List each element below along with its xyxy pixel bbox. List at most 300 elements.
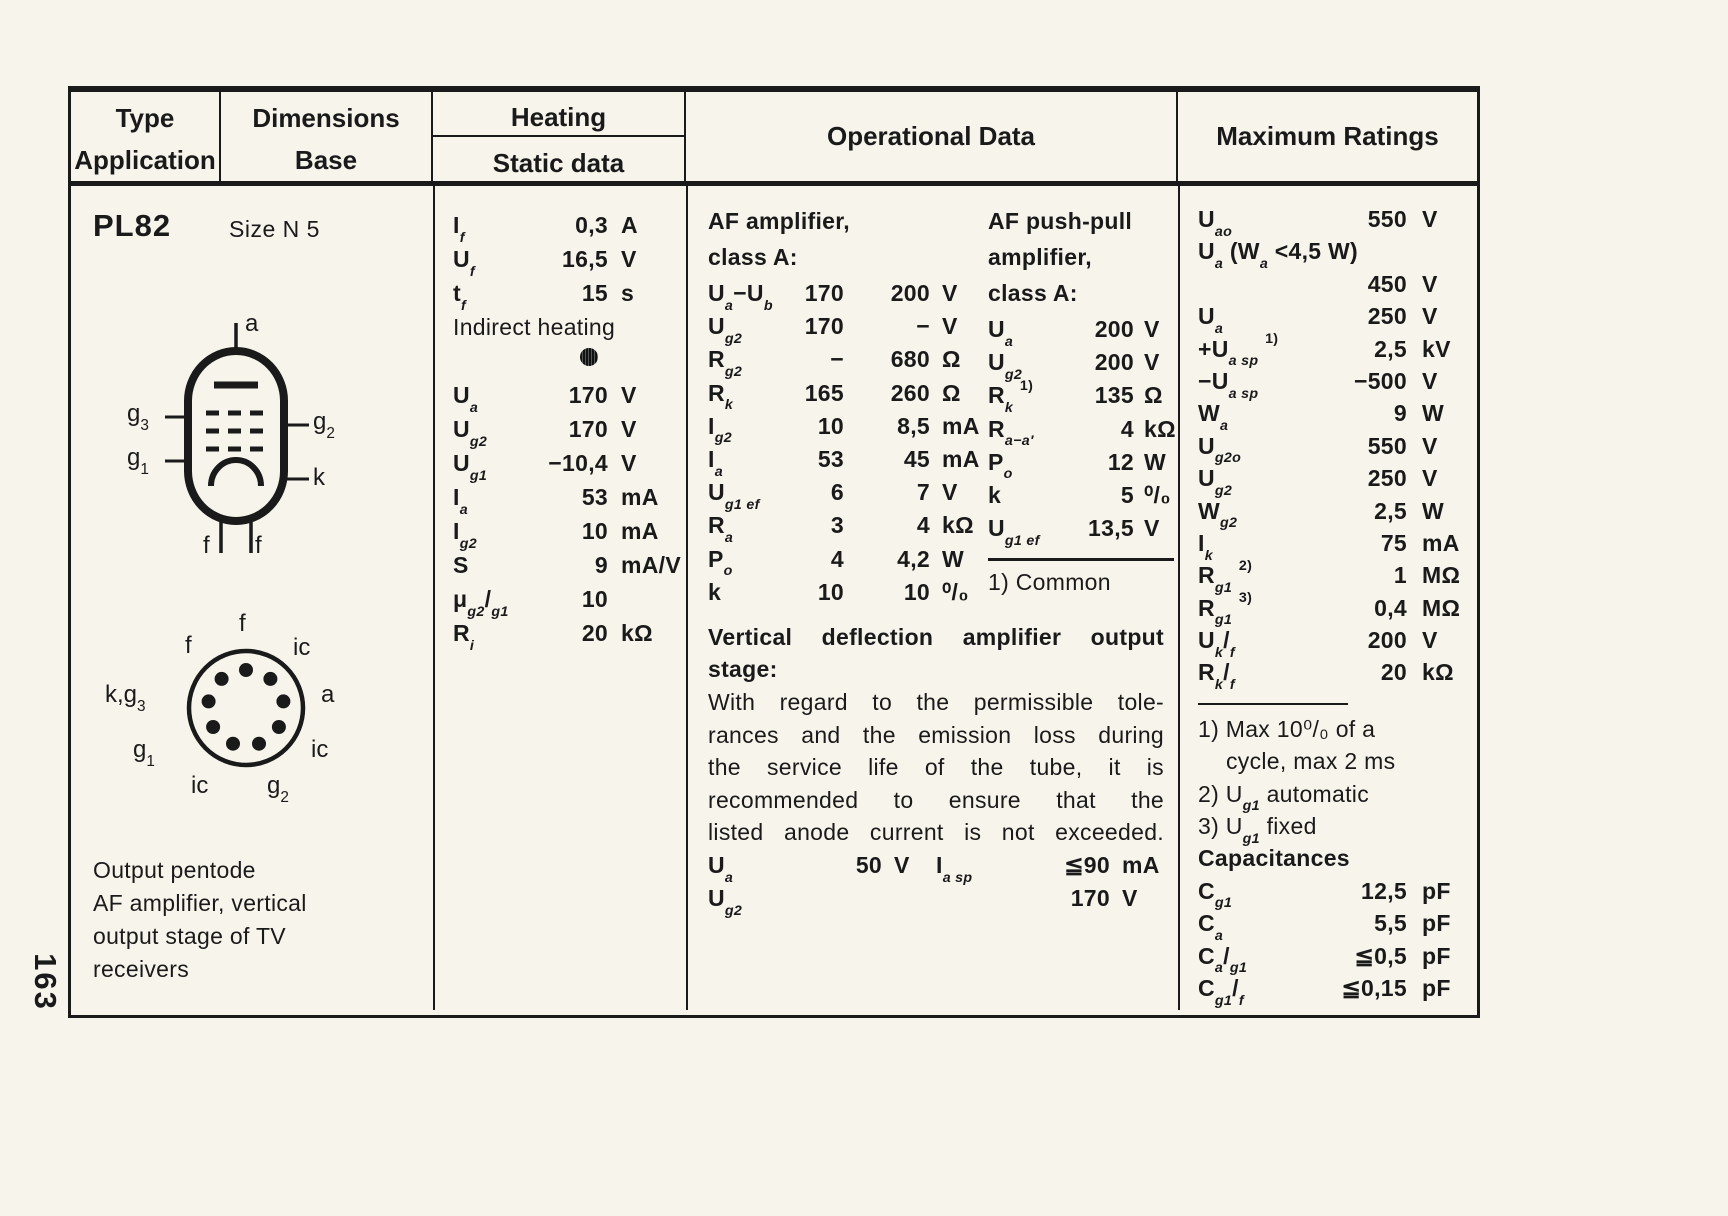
header-static-data-label: Static data (492, 148, 625, 178)
spec-unit: pF (1422, 910, 1451, 937)
spec-label (988, 415, 1076, 450)
spec-pair-cell (708, 852, 936, 886)
spec-unit: ⁰/₀ (942, 578, 969, 605)
spec-row (708, 754, 1164, 787)
spec-value: − (830, 346, 844, 373)
label-text: R (708, 346, 725, 373)
label-text: I (453, 484, 460, 510)
spec-value: 200 (1367, 627, 1407, 654)
spec-value-2: 8,5 (897, 412, 930, 439)
spec-value-2: 7 (916, 479, 930, 506)
spec-label (988, 515, 1076, 549)
label-subscript: g1 (1214, 895, 1233, 912)
spec-row (453, 620, 670, 654)
label-text: R (988, 415, 1005, 442)
spec-value-2: 260 (890, 379, 930, 406)
label-text: class A: (708, 244, 798, 270)
spec-value: 200 (1094, 349, 1134, 376)
label-text: C (1198, 942, 1215, 969)
spec-row (453, 348, 670, 382)
label-text: k (313, 464, 325, 491)
spec-row (1198, 813, 1463, 845)
spec-unit: Ω (1144, 382, 1163, 409)
spec-value: 20 (581, 620, 608, 646)
spec-row (1198, 330, 1463, 370)
label-text: U (453, 246, 470, 272)
text-line: the service life of the tube, it is (708, 754, 1164, 781)
label-subscript: g2 (724, 363, 743, 380)
spec-row (988, 280, 1174, 316)
spec-unit: Ω (942, 346, 961, 373)
spec-row (708, 313, 982, 346)
spec-unit: mA (942, 412, 980, 439)
application-description (93, 854, 307, 986)
label-text: R (1198, 562, 1215, 589)
label-text: a (321, 681, 335, 708)
spec-label (988, 377, 1076, 416)
label-text: U (1198, 303, 1215, 330)
header-dimensions-base (221, 92, 433, 181)
label-text: I (936, 852, 943, 879)
label-text: R (453, 620, 470, 646)
text-line: stage: (708, 656, 778, 683)
pin-dot-8 (272, 720, 286, 734)
label-superscript: 2) (1238, 557, 1253, 574)
label-subscript: b (763, 297, 773, 314)
label-subscript: g2 (459, 535, 477, 552)
base-pinout-diagram (129, 611, 359, 811)
spec-unit: V (1422, 303, 1438, 330)
label-text: U (708, 280, 725, 306)
spec-unit: V (942, 313, 958, 340)
spec-unit: kΩ (1144, 415, 1176, 442)
spec-label (1198, 400, 1321, 434)
label-subscript: f (460, 297, 467, 314)
label-subscript: k (1204, 547, 1213, 564)
label-superscript: 1) (1019, 377, 1034, 394)
spec-label (1198, 303, 1321, 337)
spec-row (453, 382, 670, 416)
spec-row (1198, 910, 1463, 942)
spec-value: 12 (1107, 448, 1134, 475)
label-text: 3) U (1198, 813, 1243, 840)
base-label-a (321, 681, 334, 709)
spec-unit: V (1422, 367, 1438, 394)
spec-label (988, 208, 1174, 235)
spec-row (708, 346, 982, 379)
spec-label (453, 620, 542, 654)
spec-value: 170 (568, 416, 608, 442)
label-text: U (1198, 465, 1215, 492)
header-operational-data-label: Operational Data (826, 121, 1036, 151)
label-text: U (453, 450, 470, 476)
spec-label (453, 382, 542, 416)
label-text: I (708, 412, 715, 439)
spec-row (1198, 433, 1463, 465)
header-dimensions-label: Dimensions (252, 103, 400, 133)
spec-label (708, 852, 820, 886)
pin-dot-1 (226, 737, 240, 751)
label-text (1232, 595, 1239, 621)
spec-row (1198, 748, 1463, 780)
spec-label (708, 208, 982, 235)
label-text: / (1223, 659, 1230, 686)
label-subscript: g2 (1004, 366, 1023, 383)
label-text: U (988, 515, 1005, 542)
spec-unit: mA (1122, 852, 1160, 879)
af-push-pull-section (988, 208, 1176, 596)
spec-unit: V (1144, 349, 1160, 376)
label-text: g (313, 408, 327, 435)
spec-unit: mA (942, 445, 980, 472)
spec-row (988, 316, 1174, 349)
label-text: W (1198, 497, 1221, 524)
spec-row (988, 377, 1174, 416)
spec-label (708, 479, 782, 513)
spec-row (1198, 238, 1463, 270)
spec-row (1198, 206, 1463, 238)
spec-label (1198, 465, 1321, 499)
spec-label (1198, 974, 1321, 1009)
spec-unit: pF (1422, 942, 1451, 969)
spec-label (988, 482, 1076, 509)
spec-unit: V (1422, 206, 1438, 232)
header-type-application (71, 92, 221, 181)
label-text: / (484, 586, 492, 612)
spec-unit: V (894, 852, 910, 879)
spec-unit: V (1422, 627, 1438, 654)
spec-row (1198, 659, 1463, 694)
base-label-ic2 (311, 736, 328, 764)
header-operational-data (686, 92, 1178, 181)
label-text: μ (453, 586, 468, 612)
text-line: Vertical deflection amplifier output (708, 623, 1164, 650)
spec-unit: s (621, 280, 635, 306)
header-application-label: Application (74, 145, 216, 175)
spec-label (1198, 367, 1321, 402)
spec-value-2: 10 (903, 578, 930, 605)
spec-unit: pF (1422, 974, 1451, 1001)
spec-unit: V (1144, 316, 1160, 342)
header-type-label: Type (115, 103, 175, 133)
spec-unit: V (621, 416, 637, 442)
spec-value: 5,5 (1374, 910, 1407, 937)
tube-label-g2 (313, 408, 335, 440)
label-subscript: i (469, 637, 475, 654)
spec-row (708, 546, 982, 579)
label-text: P (708, 545, 724, 572)
label-text: / (1232, 974, 1239, 1001)
base-label-g1 (133, 736, 155, 768)
label-subscript: f (469, 263, 475, 280)
spec-label (708, 280, 782, 314)
label-text: U (1198, 627, 1215, 654)
spec-unit: V (1422, 432, 1438, 459)
text-line: Indirect heating (453, 314, 616, 340)
spec-row (1198, 878, 1463, 910)
header-heating-label: Heating (433, 92, 684, 137)
spec-label (1198, 590, 1321, 629)
spec-label (1198, 716, 1463, 743)
spec-value-2: 200 (890, 280, 930, 306)
spec-row (708, 689, 1164, 722)
label-text: U (1198, 206, 1215, 232)
description-line: output stage of TV (93, 923, 286, 949)
label-subscript: g1 (1214, 612, 1233, 629)
spec-row (1198, 627, 1463, 659)
cathode-arc (211, 460, 261, 486)
spec-value: ≦0,5 (1354, 942, 1407, 969)
spec-label (1198, 557, 1321, 596)
label-text: R (1198, 659, 1215, 686)
spec-label (988, 280, 1174, 307)
label-subscript: a sp (1228, 353, 1259, 370)
label-text: U (708, 885, 725, 912)
spec-value: 550 (1367, 206, 1407, 232)
spec-value: 10 (581, 586, 608, 612)
spec-value: 450 (1367, 270, 1407, 297)
label-subscript: a (459, 501, 468, 518)
spec-label (453, 246, 542, 280)
spec-value-2: 680 (890, 346, 930, 373)
label-text: R (708, 512, 725, 539)
tube-envelope (188, 351, 284, 521)
label-subscript: g2 (714, 430, 732, 447)
label-text: U (708, 479, 725, 506)
pin-dot-3 (202, 694, 216, 708)
label-subscript: a (724, 529, 734, 546)
label-superscript: 3) (1238, 590, 1253, 607)
tube-label-g1 (127, 444, 149, 476)
spec-label (453, 586, 542, 620)
spec-value: 165 (804, 379, 844, 406)
label-subscript: a (1214, 320, 1224, 337)
label-text: cycle, max 2 ms (1226, 748, 1396, 775)
label-text: / (1223, 627, 1230, 654)
spec-value: 75 (1380, 529, 1407, 556)
spec-value: 50 (855, 852, 882, 879)
spec-label (708, 885, 1048, 919)
base-label-ic3 (191, 772, 208, 800)
label-text: f (203, 532, 210, 559)
spec-value: 53 (581, 484, 608, 510)
spec-row (708, 656, 1164, 689)
spec-row (453, 450, 670, 484)
label-subscript: g2 (469, 433, 488, 450)
spec-row (1198, 975, 1463, 1007)
label-subscript: ao (1214, 223, 1233, 240)
spec-label (1198, 659, 1321, 694)
description-line: AF amplifier, vertical (93, 890, 307, 916)
spec-row (708, 446, 982, 479)
spec-row (453, 484, 670, 518)
spec-row (708, 722, 1164, 755)
spec-row (988, 515, 1174, 548)
spec-unit: W (1144, 448, 1167, 475)
label-subscript: g2 (724, 902, 743, 919)
label-subscript: g2 (1214, 482, 1233, 499)
spec-label (708, 244, 982, 271)
vertical-deflection-section (708, 624, 1164, 918)
label-text: U (988, 349, 1005, 376)
spec-value: 6 (830, 479, 844, 506)
spec-label (453, 450, 542, 484)
spec-unit: Ω (942, 379, 961, 406)
spec-label (1198, 330, 1321, 370)
spec-label (1198, 497, 1321, 532)
spec-row (708, 512, 982, 545)
label-text: C (1198, 974, 1215, 1001)
label-text: Capacitances (1198, 845, 1350, 872)
spec-label (1198, 877, 1321, 912)
spec-label (1198, 238, 1463, 272)
spec-label (1198, 529, 1321, 564)
spec-row (1198, 781, 1463, 813)
label-text: g (267, 772, 281, 799)
operational-data-cell (688, 186, 1180, 1010)
label-text: (W (1223, 238, 1260, 265)
label-subscript: g1 (1214, 579, 1233, 596)
label-text (1013, 382, 1020, 408)
spec-label (1198, 942, 1321, 977)
spec-value: 250 (1367, 465, 1407, 492)
spec-label (708, 579, 782, 606)
spec-row (453, 518, 670, 552)
spec-row (988, 244, 1174, 280)
tube-schematic-diagram (131, 321, 341, 561)
spec-label (1198, 910, 1321, 944)
datasheet-table (68, 86, 1480, 1018)
spec-row (708, 244, 982, 280)
spec-value: 12,5 (1361, 877, 1407, 904)
tube-label-g3 (127, 400, 149, 432)
label-subscript: g1 (1242, 830, 1260, 847)
spec-unit: V (621, 450, 637, 476)
spec-row (988, 482, 1174, 515)
label-subscript: k (1004, 399, 1014, 416)
label-text: −U (733, 280, 764, 306)
label-text: R (708, 379, 725, 406)
spec-value: 10 (817, 578, 844, 605)
spec-row (988, 449, 1174, 482)
spec-row (453, 280, 670, 314)
base-label-kg3 (105, 681, 146, 713)
spec-value: 10 (581, 518, 608, 544)
text-line: rances and the emission loss during (708, 721, 1164, 748)
spec-value: 9 (594, 552, 608, 578)
spec-label (1198, 206, 1321, 240)
spec-row (708, 819, 1164, 852)
divider-rule (1198, 692, 1463, 716)
heating-static-data-cell (435, 186, 688, 1010)
label-text: f (185, 632, 192, 659)
spec-row (708, 624, 1164, 657)
spec-row (708, 479, 982, 512)
spec-value: 13,5 (1088, 515, 1134, 542)
spec-label (1198, 813, 1463, 847)
spec-row (708, 852, 1164, 885)
spec-label (708, 445, 782, 480)
spec-unit: mA (621, 518, 659, 544)
pin-dot-5 (239, 663, 253, 677)
label-text: U (708, 313, 725, 340)
header-base-label: Base (294, 145, 358, 175)
base-label-g2 (267, 772, 289, 804)
label-subscript: 3 (137, 697, 146, 715)
spec-unit: MΩ (1422, 594, 1461, 621)
spec-label (453, 212, 542, 246)
label-text: f (239, 610, 246, 637)
af-amplifier-class-a-section (708, 208, 982, 612)
label-text: f (255, 532, 262, 559)
tube-label-k (313, 464, 325, 492)
label-text: U (453, 416, 470, 442)
spec-row (1198, 943, 1463, 975)
label-subscript: g1 (1242, 798, 1260, 815)
table-header (71, 92, 1477, 186)
spec-unit: mA (621, 484, 659, 510)
spec-label (453, 416, 542, 450)
spec-label (453, 280, 542, 314)
pin-dot-2 (206, 720, 220, 734)
spec-value-2: 45 (903, 445, 930, 472)
tube-label-anode (245, 310, 258, 338)
label-subscript: a (1004, 333, 1014, 350)
spec-pair-cell (936, 852, 1164, 886)
spec-unit: V (621, 382, 637, 408)
label-text: g (127, 444, 141, 471)
spec-row (453, 212, 670, 246)
label-text: AF push-pull (988, 208, 1133, 234)
base-label-ic1 (293, 634, 310, 662)
spec-row (988, 349, 1174, 382)
spec-label (988, 448, 1076, 483)
spec-row (1198, 465, 1463, 497)
spec-label (1198, 845, 1463, 872)
label-text: ic (191, 772, 209, 799)
label-text: U (988, 316, 1005, 342)
spec-label (1226, 748, 1463, 775)
spec-row (453, 552, 681, 586)
spec-unit: kΩ (1422, 659, 1454, 686)
label-text: I (1198, 529, 1205, 556)
label-subscript: 3 (140, 416, 149, 434)
label-text: R (1198, 594, 1215, 621)
spec-unit: kV (1422, 335, 1451, 362)
label-text: U (1198, 238, 1215, 265)
spec-unit: W (1422, 497, 1445, 524)
label-subscript: a (1214, 927, 1224, 944)
spec-value: 4 (830, 545, 844, 572)
label-text: C (1198, 877, 1215, 904)
base-label-f2 (239, 610, 246, 638)
header-maximum-ratings (1178, 92, 1477, 181)
label-text: fixed (1259, 813, 1317, 840)
spec-unit: kΩ (942, 512, 974, 539)
spec-value: 3 (830, 512, 844, 539)
header-maximum-ratings-label: Maximum Ratings (1216, 121, 1439, 151)
label-subscript: a (1214, 255, 1224, 272)
spec-value: 4 (1120, 415, 1134, 442)
spec-label (453, 484, 542, 518)
spec-value: 135 (1094, 382, 1134, 409)
halftone-dot-icon (580, 348, 598, 366)
spec-row (1198, 557, 1463, 596)
spec-label (708, 379, 782, 414)
label-subscript: g1 (469, 467, 488, 484)
spec-value: ≦0,15 (1341, 974, 1407, 1001)
label-subscript: f (459, 229, 465, 246)
